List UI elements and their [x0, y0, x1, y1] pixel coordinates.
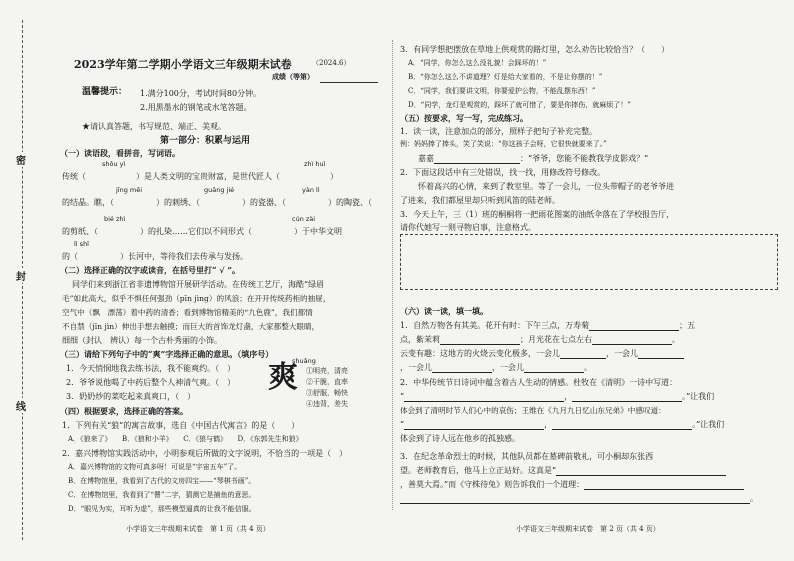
s2-p1: 同学们来到浙江省非遗博物馆开展研学活动。在传统工艺厅，海酷“绿眉	[72, 280, 325, 289]
s2-title: （二）选择正确的汉字或读音，在括号里打“ √ ”。	[60, 265, 241, 275]
s4-q2-d: D．“眼见为实，耳听为虚”，那些模型逼真的让我不能信服。	[68, 505, 256, 513]
s1-line3: 的剪纸、（ ）的扎染……它们以不同形式（ ）于中华文明	[62, 227, 342, 236]
r-q3-c: C．“同学，我们要讲文明，你要爱护公物，不能乱摆东西！”	[408, 87, 596, 95]
handwriting-note: ★请认真答题，书写规范、端正、美观。	[82, 122, 226, 131]
s3-q3: 3．奶奶炒的菜吃起来真爽口，（ ）	[66, 392, 196, 401]
s2-p3: 空气中（飘 漂荡）着中药的清香；看到博物馆精美的“九色鹿”，我们都情	[62, 308, 313, 317]
r-q3-b: B．“你怎么这么不讲道理？灯是给大家看的，不是让你摆的！”	[408, 73, 603, 81]
s2-p2: 毛”如此高大，似乎不惧任何强劲（pīn jìng）的风浪；在开开传统药柜的抽屉，	[62, 294, 331, 303]
seal-char-2: 封	[16, 268, 26, 283]
s5-title: （五）按要求，写一写，完成练习。	[400, 113, 528, 123]
exam-title: 2023学年第二学期小学语文三年级期末试卷	[74, 58, 292, 71]
s5-q2: 2．下面这段话中有三处错误，找一找，用修改符号修改。	[400, 168, 606, 177]
s6-q1-line1: 1．自然万物各有其美。花开有时：下午三点，万寿菊 ；五	[400, 321, 696, 330]
s2-p5: 细细（封认 辨认）每一个古朴秀丽的小饰。	[62, 336, 222, 345]
s5-answer-line: 嘉嘉 ：“爷爷，您能不能教我学皮影戏？”	[418, 154, 649, 163]
s4-q1-options: A．《狼来了》 B．《狼和小羊》 C．《狼与鹤》 D．《东郭先生和狼》	[68, 435, 303, 443]
s5-q1: 1．读一读，注意加点的部分，照样子把句子补充完整。	[400, 127, 598, 136]
s5-example: 例：妈妈捧了捧头，笑了笑说：“你这孩子会呀，它很快就要来了。”	[400, 140, 607, 148]
pinyin-3: jīng měi	[116, 186, 143, 194]
s6-q2: 2．中华传统节日诗词中蕴含着古人生动的情感。杜牧在《清明》一诗中写道：	[400, 378, 678, 387]
footer-right: 小学语文三年级期末试卷 第 2 页（共 4 页）	[516, 525, 660, 533]
glyph-pinyin: shuǎng	[292, 357, 316, 365]
glyph-option-2: ②干脆，直率	[306, 378, 348, 386]
notice-writing-box[interactable]	[400, 234, 778, 290]
glyph-option-4: ④违背，差失	[306, 400, 348, 408]
s4-q2-c: C．在博物馆里，我看到了“罾”二字，猜测它是捕鱼的意思。	[68, 491, 256, 499]
pinyin-4: guāng jié	[204, 186, 235, 194]
s1-line1: 传统（ ）是人类文明的宝贵财富，是世代匠人（ ）	[62, 172, 338, 181]
seal-char-3: 线	[16, 398, 26, 413]
s6-title: （六）读一读，填一填。	[400, 306, 488, 316]
s6-q3-line3: ，善莫大焉。”而《守株待兔》则告诉我们一个道理：	[400, 479, 744, 490]
s6-q3: 3．在纪念革命烈士的时候，其他队员都在墓碑前敬礼，可小桐却东张西	[400, 452, 654, 461]
r-q3: 3．有同学想把摆放在草地上供观赏的路灯里，怎么劝告比较恰当？（ ）	[400, 45, 670, 54]
s6-q2-line4: 体会到了诗人远在他乡的孤独感。	[400, 434, 520, 443]
footer-left: 小学语文三年级期末试卷 第 1 页（共 4 页）	[126, 525, 270, 533]
s2-p4: 不自禁（jīn jìn）伸出手想去触摸；而巨大的首饰龙灯盏，大家都整大眼睛，	[62, 322, 320, 331]
tip-2: 2.用黑墨水的钢笔或水笔答题。	[140, 103, 252, 112]
r-q3-a: A．“同学，你怎么这么没礼貌！会踩坏的！”	[408, 59, 547, 67]
s5-q3: 3．今天上午，三（1）班的桐桐将一把雨花图案的油纸伞落在了学校报告厅，	[400, 210, 675, 219]
exam-date: （2024.6）	[312, 59, 351, 67]
s6-q1-line4: ，一会儿 ，一会儿 。	[400, 363, 592, 372]
part1-title: 第一部分：积累与运用	[160, 136, 251, 146]
seal-char-1: 密	[16, 152, 26, 167]
s6-q2-line2: 体会到了清明时节人们心中的哀伤；王维在《九月九日忆山东兄弟》中感叹道：	[400, 406, 666, 415]
s4-q2: 2．嘉兴博物馆实践活动中，小明参观后所做的文字说明，不恰当的一项是（ ）	[62, 449, 348, 458]
pinyin-7: cún zài	[292, 215, 316, 223]
s4-title: （四）根据要求，选择正确的答案。	[60, 406, 188, 416]
pinyin-2: zhì huì	[304, 160, 326, 168]
s4-q2-b: B．在博物馆里，我看到了古代的文房四宝——“琴棋书画”。	[68, 477, 256, 485]
s6-q1-line2: 点，紫茉莉 ；月光花在七点左右 。	[400, 335, 680, 344]
pinyin-5: yàn lì	[302, 186, 320, 194]
s3-q1: 1．今天悄悯地我去练书法，我不能爽约。（ ）	[66, 364, 236, 373]
glyph-option-1: ①明亮，清亮	[306, 367, 348, 375]
tip-1: 1.满分100分，考试时间80分钟。	[140, 89, 262, 98]
tips-label: 温馨提示：	[82, 87, 128, 97]
s1-line4: 的（ ）长河中，等待我们去传承与发扬。	[62, 252, 248, 261]
s6-q2-line: “ ， 。”让我们	[400, 392, 715, 401]
score-blank[interactable]	[320, 82, 378, 83]
s6-q3-line2: 望。老师教育后，他马上立正站好。这真是“	[400, 465, 726, 476]
pinyin-8: lì shǐ	[74, 240, 89, 248]
glyph-shuang: 爽	[268, 360, 298, 395]
glyph-option-3: ③舒服，畅快	[306, 389, 348, 397]
pinyin-1: shǒu yì	[102, 160, 126, 168]
s5-q3b: 请你代她写一则寻物启事，注意格式。	[400, 223, 536, 232]
s6-q3-line4: 。	[400, 493, 758, 504]
s4-q1: 1．下列有关“狼”的寓言故事，选自《中国古代寓言》的是（ ）	[62, 421, 300, 430]
s6-q2-line3: “ ， 。”让我们	[400, 420, 725, 429]
s4-q2-a: A．嘉兴博物馆的文物可真多呀！可说是“宇宙五车”了。	[68, 463, 242, 471]
s1-title: （一）读语段，看拼音，写词语。	[60, 148, 180, 158]
s6-q1-line3: 云变有趣：这地方的火烧云变化极多，一会儿 ，一会儿	[400, 348, 684, 359]
s3-title: （三）请给下列句子中的“爽”字选择正确的意思。（填序号）	[60, 349, 274, 359]
s3-q2: 2．爷爷说他喝了中药后整个人神清气爽。（ ）	[66, 378, 236, 387]
s1-line2: 的结晶。瞧，（ ）的刺绣、（ ）的瓷器、（ ）的陶瓷、（	[62, 198, 372, 207]
r-q3-d: D．“同学，龙灯是观赏的，踩坏了就可惜了，要是你摔伤，就麻烦了！”	[408, 101, 631, 109]
s5-p1: 怀着高兴的心情，来到了教室里。等了一会儿，一位头带帽子的老爷爷进	[418, 182, 674, 191]
pinyin-6: bié zhì	[104, 215, 126, 223]
score-label: 成绩（等第）	[272, 72, 314, 81]
s5-p2: 了进来，我们都屋里却只听到风笛的陆老师。	[400, 196, 560, 205]
page-divider	[392, 40, 393, 510]
